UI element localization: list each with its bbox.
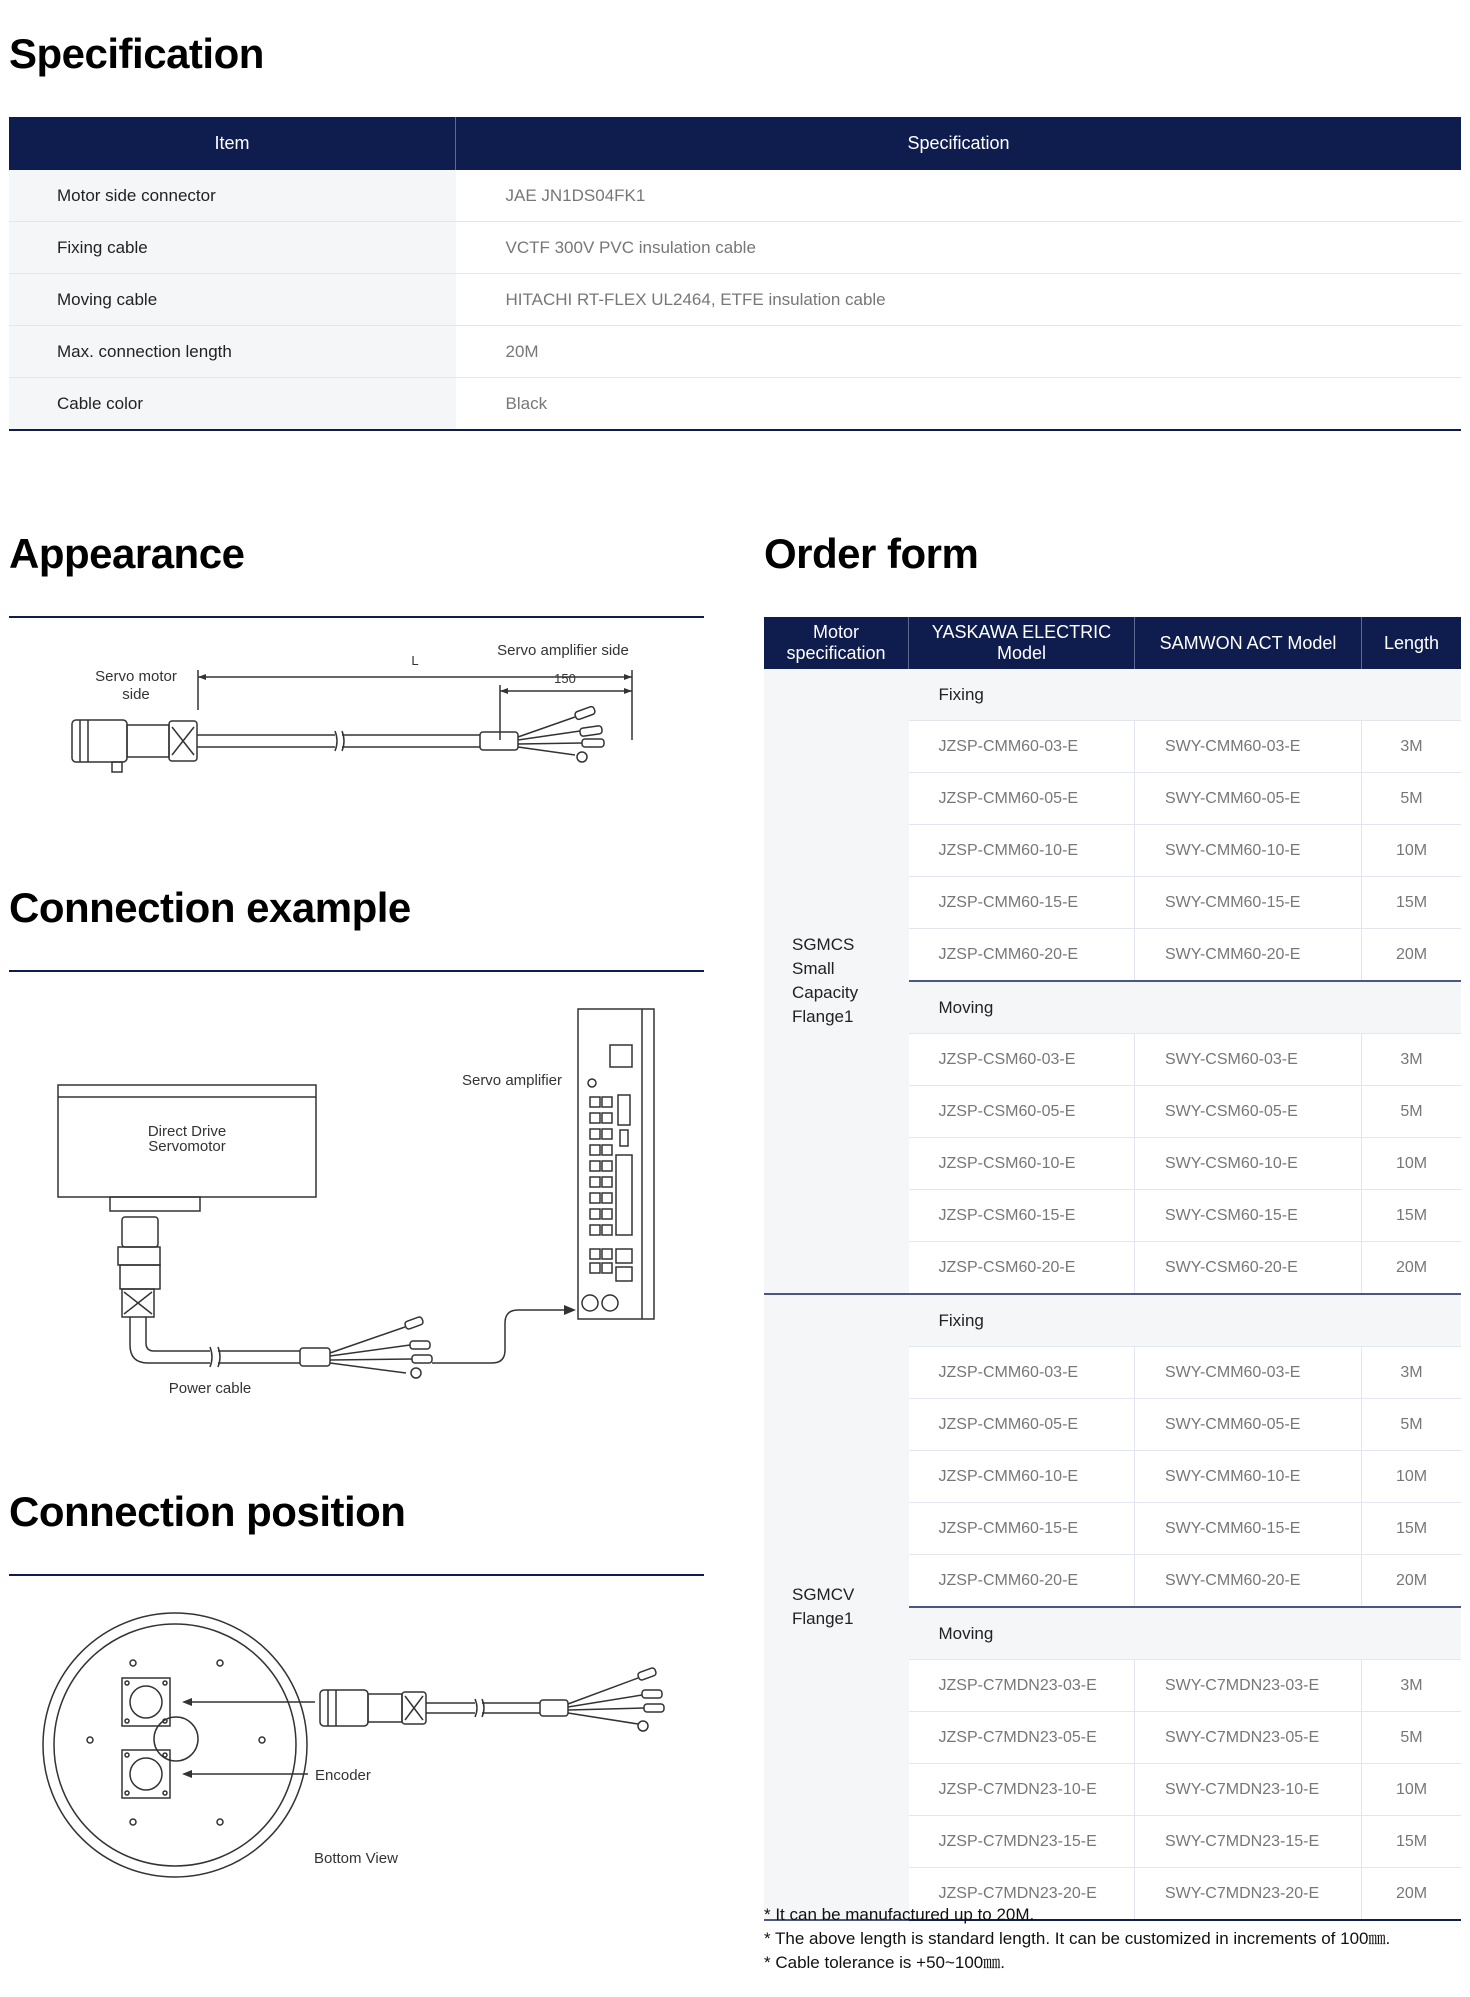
label-servo-motor-side-1: Servo motor [95,668,177,685]
connection-position-title: Connection position [9,1488,406,1535]
spec-value: 20M [456,326,1462,378]
order-samwon-model: SWY-CMM60-05-E [1135,773,1362,825]
connection-example-title: Connection example [9,884,411,931]
order-yaskawa-model: JZSP-C7MDN23-03-E [909,1660,1135,1712]
spec-row [9,274,1461,326]
order-yaskawa-model: JZSP-CMM60-20-E [909,1555,1135,1608]
order-yaskawa-model: JZSP-CMM60-05-E [909,773,1135,825]
spec-row [9,170,1461,222]
order-yaskawa-model: JZSP-CMM60-03-E [909,721,1135,773]
order-motor-spec-line: SGMCV [792,1585,855,1604]
order-samwon-model: SWY-CSM60-05-E [1135,1086,1362,1138]
order-samwon-model: SWY-C7MDN23-05-E [1135,1712,1362,1764]
note-1: * It can be manufactured up to 20M. [764,1905,1035,1924]
order-yaskawa-model: JZSP-C7MDN23-10-E [909,1764,1135,1816]
order-samwon-model: SWY-CMM60-10-E [1135,1451,1362,1503]
order-length: 5M [1362,773,1462,825]
order-samwon-model: SWY-CMM60-03-E [1135,1347,1362,1399]
order-samwon-model: SWY-CMM60-15-E [1135,877,1362,929]
order-length: 3M [1362,1660,1462,1712]
order-yaskawa-model: JZSP-CSM60-20-E [909,1242,1135,1295]
order-yaskawa-model: JZSP-CMM60-15-E [909,1503,1135,1555]
order-form-title: Order form [764,530,979,577]
order-samwon-model: SWY-C7MDN23-03-E [1135,1660,1362,1712]
spec-item: Fixing cable [9,222,456,274]
order-yaskawa-model: JZSP-CMM60-03-E [909,1347,1135,1399]
order-samwon-model: SWY-CMM60-10-E [1135,825,1362,877]
order-motor-spec-line: SGMCS [792,935,855,954]
label-dimension-150: 150 [554,671,576,686]
spec-item: Moving cable [9,274,456,326]
order-length: 5M [1362,1399,1462,1451]
note-3: * Cable tolerance is +50~100㎜. [764,1953,1005,1972]
specification-title: Specification [9,30,264,77]
order-header-samwon: SAMWON ACT Model [1135,617,1362,669]
order-section-label: Moving [909,1607,1462,1660]
order-header-yaskawa: YASKAWA ELECTRIC Model [909,617,1135,669]
spec-item: Cable color [9,378,456,431]
order-header-motor-line1: Motor [812,622,859,642]
note-2: * The above length is standard length. It can be customized in increments of 100㎜. [764,1929,1391,1948]
spec-row [9,222,1461,274]
order-motor-spec [764,669,909,1294]
order-yaskawa-model: JZSP-CMM60-05-E [909,1399,1135,1451]
label-power-cable: Power cable [168,1380,252,1397]
order-length: 15M [1362,877,1462,929]
order-yaskawa-model: JZSP-C7MDN23-05-E [909,1712,1135,1764]
order-samwon-model: SWY-CSM60-15-E [1135,1190,1362,1242]
order-samwon-model: SWY-CSM60-20-E [1135,1242,1362,1295]
order-yaskawa-model: JZSP-CMM60-15-E [909,877,1135,929]
order-length: 15M [1362,1503,1462,1555]
order-notes [764,1903,1390,1975]
spec-header-item: Item [9,117,456,170]
order-samwon-model: SWY-C7MDN23-10-E [1135,1764,1362,1816]
order-samwon-model: SWY-CMM60-20-E [1135,1555,1362,1608]
label-direct-drive: Direct Drive [147,1123,227,1140]
order-yaskawa-model: JZSP-C7MDN23-20-E [909,1868,1135,1921]
order-yaskawa-model: JZSP-CMM60-10-E [909,1451,1135,1503]
spec-header-specification: Specification [456,117,1462,170]
order-length: 15M [1362,1190,1462,1242]
appearance-divider [9,616,704,618]
order-length: 20M [1362,1555,1462,1608]
order-length: 10M [1362,1138,1462,1190]
order-length: 20M [1362,1868,1462,1921]
spec-value: VCTF 300V PVC insulation cable [456,222,1462,274]
order-length: 5M [1362,1086,1462,1138]
connection-position-diagram [40,1600,680,1890]
order-samwon-model: SWY-CMM60-20-E [1135,929,1362,982]
order-samwon-model: SWY-CMM60-15-E [1135,1503,1362,1555]
order-length: 10M [1362,1764,1462,1816]
order-yaskawa-model: JZSP-CSM60-03-E [909,1034,1135,1086]
order-yaskawa-model: JZSP-C7MDN23-15-E [909,1816,1135,1868]
order-samwon-model: SWY-C7MDN23-15-E [1135,1816,1362,1868]
label-dimension-l: L [411,653,419,668]
order-section-row [764,669,1461,721]
spec-item: Max. connection length [9,326,456,378]
order-samwon-model: SWY-CMM60-05-E [1135,1399,1362,1451]
order-section-row [764,1294,1461,1347]
order-length: 3M [1362,721,1462,773]
order-length: 15M [1362,1816,1462,1868]
order-length: 3M [1362,1034,1462,1086]
label-servo-amplifier-side: Servo amplifier side [497,642,629,659]
spec-value: HITACHI RT-FLEX UL2464, ETFE insulation cable [456,274,1462,326]
label-servo-amplifier: Servo amplifier [461,1072,563,1089]
label-servo-motor-side-2: side [122,686,150,703]
order-header-motor-line2: specification [786,643,886,663]
order-section-label: Fixing [909,669,1462,721]
order-length: 10M [1362,825,1462,877]
order-motor-spec-line: Flange1 [792,1609,854,1628]
connection-example-divider [9,970,704,972]
order-samwon-model: SWY-CMM60-03-E [1135,721,1362,773]
order-samwon-model: SWY-CSM60-03-E [1135,1034,1362,1086]
order-samwon-model: SWY-C7MDN23-20-E [1135,1868,1362,1921]
order-yaskawa-model: JZSP-CSM60-15-E [909,1190,1135,1242]
spec-value: Black [456,378,1462,431]
spec-row [9,378,1461,431]
appearance-title: Appearance [9,530,245,577]
order-length: 3M [1362,1347,1462,1399]
order-yaskawa-model: JZSP-CSM60-10-E [909,1138,1135,1190]
label-bottom-view: Bottom View [314,1850,398,1867]
order-motor-spec-line: Capacity [792,983,859,1002]
spec-item: Motor side connector [9,170,456,222]
order-header-length: Length [1362,617,1462,669]
spec-row [9,326,1461,378]
order-section-label: Fixing [909,1294,1462,1347]
order-motor-spec [764,1294,909,1920]
appearance-diagram [60,635,660,795]
specification-table [9,117,1461,431]
order-header-motor [764,617,909,669]
connection-position-divider [9,1574,704,1576]
order-yaskawa-model: JZSP-CMM60-20-E [909,929,1135,982]
spec-value: JAE JN1DS04FK1 [456,170,1462,222]
order-samwon-model: SWY-CSM60-10-E [1135,1138,1362,1190]
order-yaskawa-model: JZSP-CSM60-05-E [909,1086,1135,1138]
order-table [764,617,1461,1921]
order-length: 20M [1362,929,1462,982]
order-yaskawa-model: JZSP-CMM60-10-E [909,825,1135,877]
order-motor-spec-line: Small [792,959,835,978]
order-length: 20M [1362,1242,1462,1295]
order-section-label: Moving [909,981,1462,1034]
label-encoder: Encoder [315,1767,371,1784]
connection-example-diagram [50,1005,670,1397]
order-motor-spec-line: Flange1 [792,1007,854,1026]
order-length: 5M [1362,1712,1462,1764]
order-length: 10M [1362,1451,1462,1503]
label-servomotor: Servomotor [148,1138,226,1155]
